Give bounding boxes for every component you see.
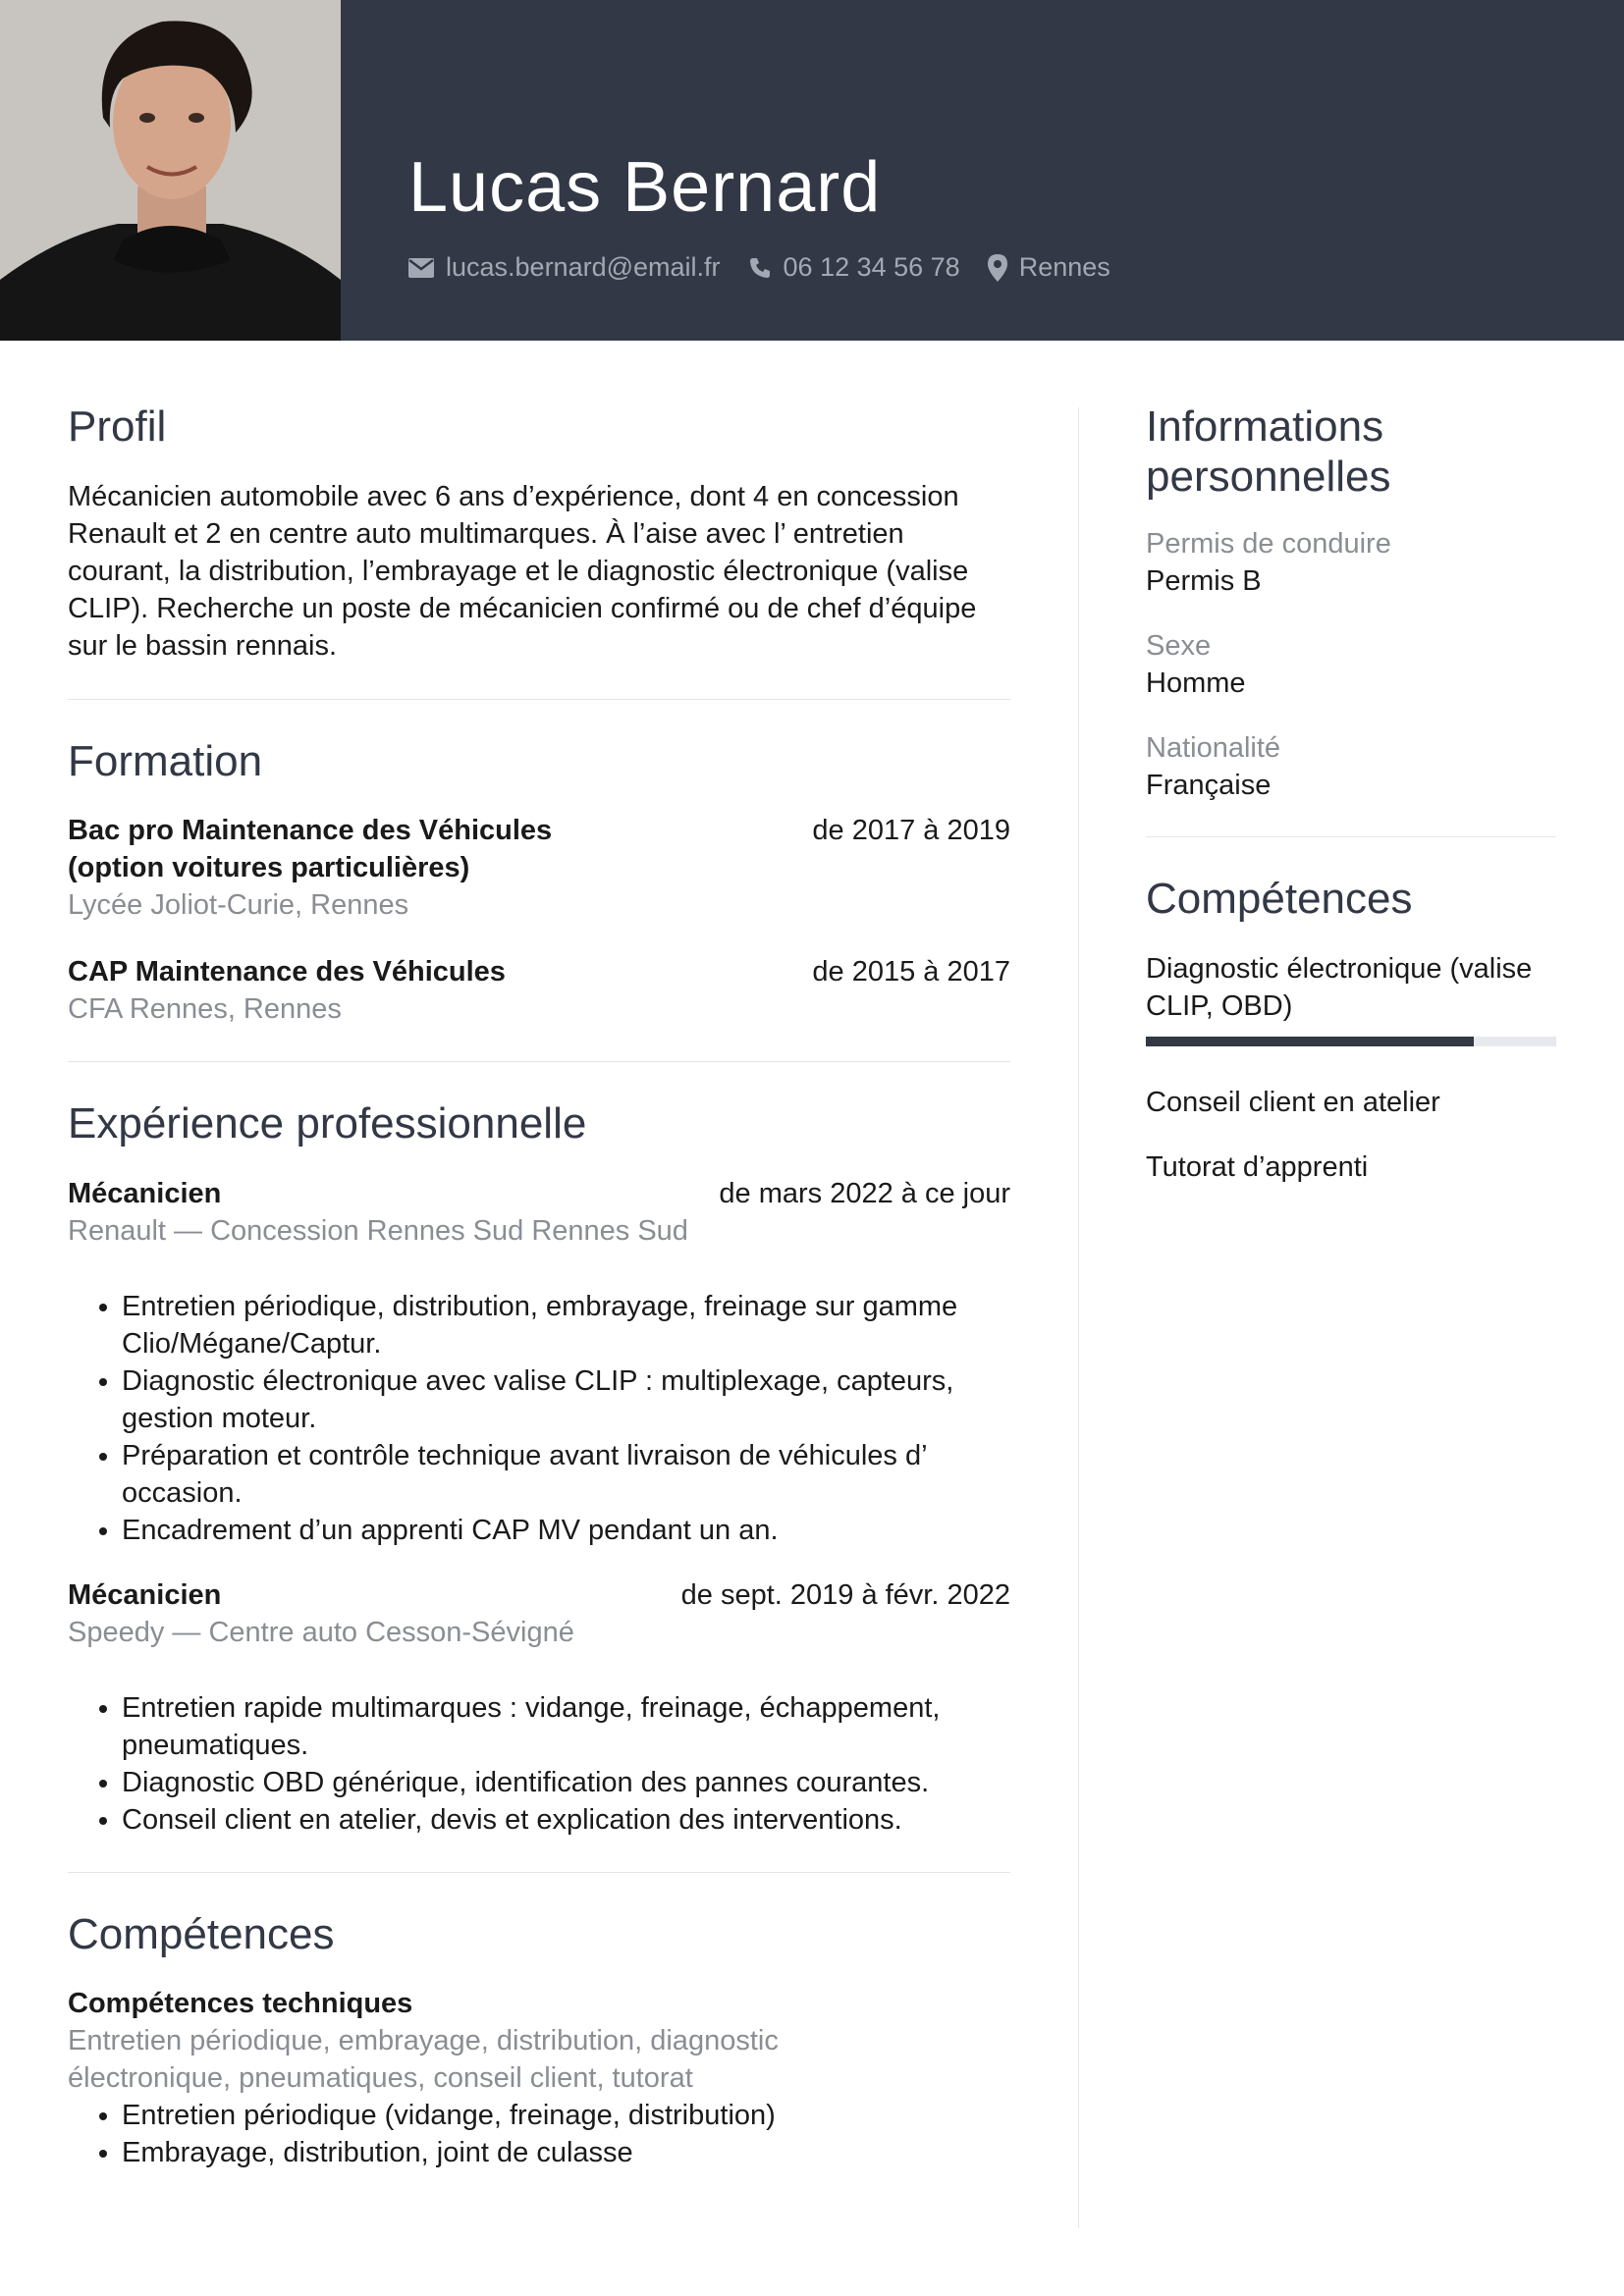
section-divider: [1146, 836, 1556, 837]
info-item: [1146, 525, 1556, 600]
experience-role: Mécanicien: [68, 1177, 222, 1209]
envelope-icon: [408, 258, 434, 278]
experience-company: Speedy — Centre auto Cesson-Sévigné: [68, 1616, 574, 1648]
list-item: • Diagnostic électronique avec valise CLIP : multiplexage, capteurs, gestion moteur.: [122, 1362, 1010, 1437]
skill-name: Tutorat d’apprenti: [1146, 1150, 1369, 1183]
formation-item: [68, 812, 1010, 924]
info-item: [1146, 729, 1556, 804]
skill-level-bar: [1146, 1037, 1556, 1046]
contact-email[interactable]: [408, 252, 721, 283]
formation-dates: de 2017 à 2019: [812, 815, 1010, 847]
skill-item: [1146, 950, 1556, 1046]
contact-bar: [408, 252, 1138, 283]
experience-company: Renault — Concession Rennes Sud Rennes Sud: [68, 1214, 688, 1247]
info-label: Sexe: [1146, 630, 1212, 663]
experience-bullets: [68, 1288, 1010, 1549]
column-divider: [1078, 407, 1079, 2228]
candidate-name: Lucas Bernard: [408, 148, 882, 227]
section-title-experience: Expérience professionnelle: [68, 1099, 587, 1148]
phone-text: 06 12 34 56 78: [783, 252, 960, 282]
section-divider: [68, 1872, 1010, 1873]
info-label: Permis de conduire: [1146, 528, 1391, 561]
experience-item: [68, 1576, 1010, 1839]
infos-title-line2: personnelles: [1146, 452, 1391, 501]
list-item: • Embrayage, distribution, joint de culasse: [122, 2134, 1010, 2171]
list-item: • Entretien rapide multimarques : vidange, freinage, échappement, pneumatiques.: [122, 1689, 1010, 1764]
contact-phone[interactable]: [748, 252, 960, 283]
section-title-profil: Profil: [68, 402, 167, 451]
list-item: • Préparation et contrôle technique avant livraison de véhicules d’ occasion.: [122, 1437, 1010, 1512]
map-pin-icon: [988, 254, 1007, 282]
skill-name: Diagnostic électronique (valise CLIP, OBD): [1146, 952, 1533, 1022]
main-column: [68, 402, 1010, 2171]
formation-degree: Bac pro Maintenance des Véhicules (option voitures particulières): [68, 815, 553, 884]
competences-subtitle: Compétences techniques: [68, 1988, 413, 2020]
list-item: • Entretien périodique (vidange, freinage, distribution): [122, 2097, 1010, 2134]
formation-degree: CAP Maintenance des Véhicules: [68, 956, 506, 988]
info-item: [1146, 627, 1556, 702]
experience-bullets: [68, 1689, 1010, 1839]
list-item: • Entretien périodique, distribution, embrayage, freinage sur gamme Clio/Mégane/Captur.: [122, 1288, 1010, 1362]
section-title-competences: Compétences: [68, 1909, 335, 1958]
section-divider: [68, 1061, 1010, 1062]
experience-dates: de mars 2022 à ce jour: [719, 1177, 1010, 1209]
info-value: Homme: [1146, 667, 1246, 700]
contact-city: [988, 252, 1110, 283]
section-divider: [68, 699, 1010, 700]
list-item: • Conseil client en atelier, devis et explication des interventions.: [122, 1801, 1010, 1839]
info-value: Française: [1146, 770, 1272, 802]
experience-role: Mécanicien: [68, 1578, 222, 1611]
section-title-formation: Formation: [68, 736, 263, 785]
list-item: • Diagnostic OBD générique, identification des pannes courantes.: [122, 1764, 1010, 1801]
profile-photo: [0, 0, 341, 341]
list-item: • Encadrement d’un apprenti CAP MV pendant un an.: [122, 1512, 1010, 1549]
formation-item: [68, 953, 1010, 1028]
skill-name: Conseil client en atelier: [1146, 1086, 1440, 1118]
header-band: [0, 0, 1624, 341]
experience-item: [68, 1175, 1010, 1549]
section-title-competences-side: Compétences: [1146, 875, 1413, 924]
competences-summary: Entretien périodique, embrayage, distribution, diagnostic électronique, pneumatiques, conseil client, tutorat: [68, 2025, 779, 2095]
skill-level-fill: [1146, 1037, 1474, 1046]
phone-icon: [748, 256, 772, 280]
section-title-infos: [1146, 402, 1556, 502]
email-text: lucas.bernard@email.fr: [446, 252, 721, 282]
experience-dates: de sept. 2019 à févr. 2022: [680, 1578, 1010, 1611]
side-column: [1146, 402, 1556, 1186]
formation-dates: de 2015 à 2017: [812, 956, 1010, 988]
formation-school: Lycée Joliot-Curie, Rennes: [68, 889, 409, 922]
info-label: Nationalité: [1146, 732, 1281, 765]
infos-title-line1: Informations: [1146, 402, 1384, 451]
competences-bullets: [68, 2097, 1010, 2171]
profil-text: Mécanicien automobile avec 6 ans d’expérience, dont 4 en concession Renault et 2 en centre auto multimarques. À l’aise avec l’ entretien courant, la distribution, l’embrayage et le diagnostic électronique (valise CLIP). Recherche un poste de mécanicien confirmé ou de chef d’équipe sur le bassin rennais.: [68, 480, 977, 662]
formation-school: CFA Rennes, Rennes: [68, 993, 342, 1026]
info-value: Permis B: [1146, 565, 1262, 598]
city-text: Rennes: [1018, 252, 1110, 282]
